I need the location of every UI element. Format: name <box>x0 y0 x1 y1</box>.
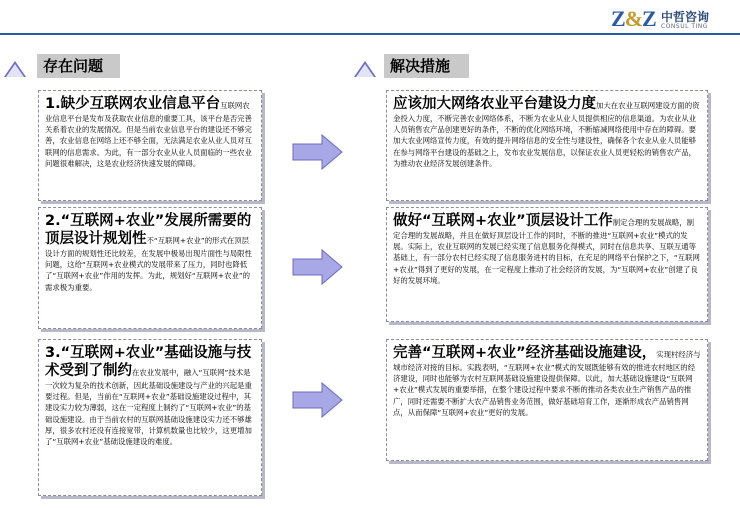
problem-title-2: 2.“互联网+农业”发展所需要的顶层设计规划性 <box>45 213 252 247</box>
solution-title-3: 完善“互联网+农业”经济基础设施建设， <box>393 345 657 361</box>
problem-card-3 <box>38 339 262 496</box>
problems-header: 存在问题 <box>37 54 120 78</box>
solution-card-3 <box>386 339 708 461</box>
right-header-triangle-inner <box>356 64 374 77</box>
solutions-header: 解决措施 <box>384 54 469 78</box>
solution-body-1: 加大在农业互联网建设方面的资金投入力度，不断完善农业网络体系，不断为农业从业人员提供相应的信息渠道。为农业从业人员销售农产品创建更好的条件，不断的优化网络环境，不断缩减网络使用中存在的障碍。要加大农业网络宣传力度，有效的提升网络信息的安全性与建设性，确保各个农业从业人员能够在参与网络平台建设的基础之上，发布农业发展信息，以保证农业人员更轻松的销售农产品，为推动农业经济发展创建条件。 <box>393 101 700 168</box>
arrow-right-icon <box>292 133 344 171</box>
problem-body-2: 不“互联网+农业”的形式在顶层设计方面的规划性还比较差，在发展中极易出现片面性与局限性问题，这给“互联网+农业模式的发展带来了压力，同时也降低了“互联网+农业”作用的发挥。为此，规划好“互联网+农业”的需求极为重要。 <box>45 236 252 292</box>
solution-body-3: 实现村经济与城市经济对接的目标。实践表明，“互联网+农业”模式的发展既能够有效的推进农村地区的经济建设，同时也能够为农村互联网基础设施建设提供保障。以此，加大基础设施建设“互联网+农业”模式发展的重要举措，在整个建设过程中要求不断的推动各类农业生产销售产品的推广，同时还需要不断扩大农产品销售业务范围，做好基础培育工作，逐渐形成农产品销售网点，从而保障“互联网+农业”更好的发展。 <box>393 350 701 417</box>
problem-card-2 <box>38 207 262 329</box>
left-header-triangle-inner <box>6 64 24 77</box>
solution-card-2 <box>386 207 708 322</box>
brand-name-en: CONSUL TING <box>661 23 708 30</box>
brand-mark: Z&Z <box>611 6 656 31</box>
solution-body-2: 制定合理的发展战略，制定合理的发展战略，并且在做好顶层设计工作的同时，不断的推进“互联网+农业”模式的发展。实际上，农业互联网的发展已经实现了信息服务化得模式，同时在信息共享、互联互通等基础上，有一部分农村已经实现了信息服务进村的目标，在充足的网络平台保护之下，“互联网+农业”得到了更好的发展，在一定程度上推动了社会经济的发展，为“互联网+农业”创建了良好的发展环境。 <box>393 218 700 285</box>
solution-card-1 <box>386 90 708 201</box>
arrow-right-icon <box>292 381 344 419</box>
problem-card-1 <box>38 90 262 201</box>
brand-name-cn: 中哲咨询 <box>661 10 710 24</box>
problem-body-1: 互联网农业信息平台是发布及获取农业信息的重要工具，该平台是否完善关系着农业的发展情况。但是当前农业信息平台的建设还不够完善，农业信息在网络上还不够全面，无法满足农业从业人员对互联网的信息需求。为此，有一部分农业从业人员面临的一些农业问题很难解决，这是农业经济快速发展的障碍。 <box>45 101 252 168</box>
solution-title-1: 应该加大网络农业平台建设力度 <box>393 96 596 112</box>
problem-body-3: 在农业发展中，融入“互联网”技术是一次较为复杂的技术创新，因此基础设施建设与产业的兴起是重要过程。但是，当前在“互联网+农业”基础设施建设过程中，其建设实力较为薄弱，这在一定程度上制约了“互联网+农业”的基础设施建设。由于当前农村的互联网基础设施建设实力还不够雄厚，很多农村还没有连接宽带，计算机数量也比较少，这更增加了“互联网+农业”基础设施建设的难度。 <box>45 368 252 447</box>
solution-title-2: 做好“互联网+农业”顶层设计工作 <box>393 213 613 229</box>
arrow-right-icon <box>292 248 344 286</box>
problem-title-1: 1.缺少互联网农业信息平台 <box>45 96 221 112</box>
header-divider <box>0 33 740 35</box>
problem-title-3: 3.“互联网+农业”基础设施与技术受到了制约 <box>45 345 252 379</box>
